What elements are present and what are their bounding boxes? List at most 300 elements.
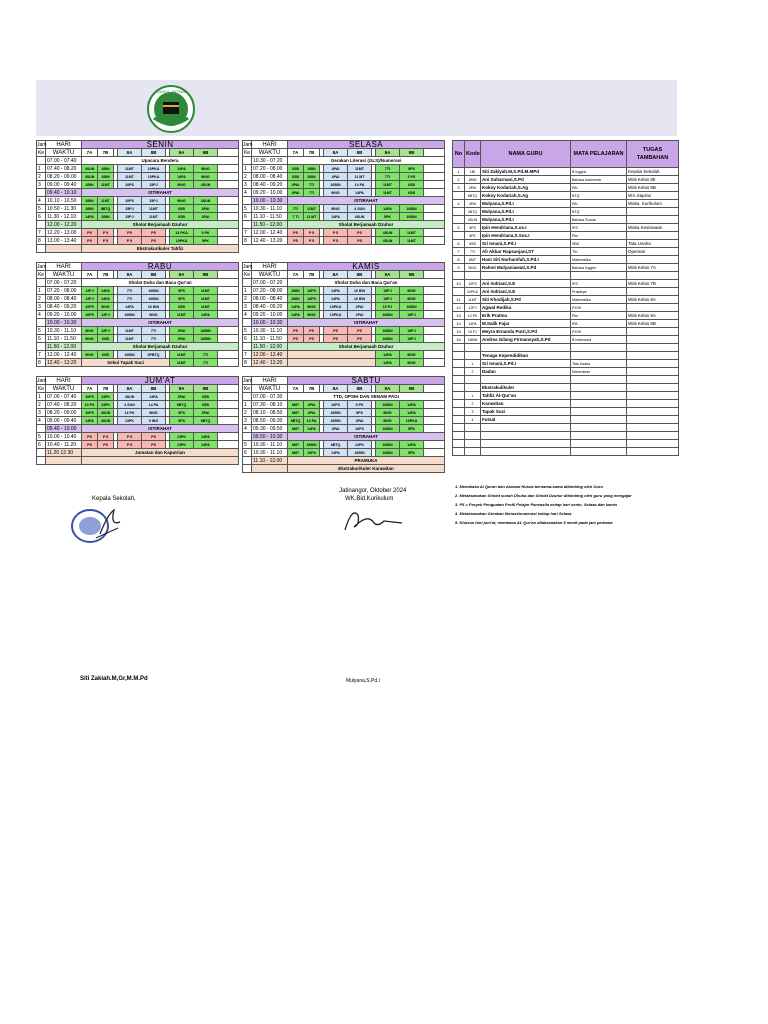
period-number: 6	[37, 335, 46, 343]
period-number: 3	[243, 303, 252, 311]
subject-cell: 11MT	[194, 287, 218, 295]
period-number: 6	[37, 213, 46, 221]
subject-cell: 14PA	[82, 417, 98, 425]
subject-cell: 15PJ	[400, 335, 424, 343]
teacher-row	[453, 296, 679, 304]
period-time: 07.00 - 07.40	[46, 393, 82, 401]
teacher-no: 7	[453, 248, 465, 256]
teacher-name: Mulyana,S.Pd.I	[481, 216, 571, 224]
teacher-row	[453, 312, 679, 320]
period-number	[243, 393, 252, 401]
activity-label: Ekstrakurikuler Tahfiz	[82, 245, 239, 253]
subject-cell: 7TI	[288, 205, 304, 213]
subject-cell: P 5	[98, 237, 114, 245]
period-number	[37, 157, 46, 165]
teacher-duty	[627, 304, 679, 312]
teacher-duty	[627, 384, 679, 392]
subject-cell: 10PS	[348, 425, 372, 433]
teacher-row	[453, 304, 679, 312]
teacher-no	[453, 440, 465, 448]
subject-cell: 15PJ	[400, 327, 424, 335]
subject-cell: 2BIN	[98, 213, 114, 221]
subject-cell: 14 PA	[348, 181, 372, 189]
subject-cell: 14PA	[194, 433, 218, 441]
subject-cell: 5PS	[400, 165, 424, 173]
subject-cell: 7 TI	[288, 213, 304, 221]
teacher-duty	[627, 216, 679, 224]
hari-label: HARI	[46, 263, 82, 271]
teacher-subject: TIK	[571, 248, 627, 256]
teacher-header-no: No	[453, 141, 465, 168]
teacher-duty	[627, 336, 679, 344]
subject-cell: 5PK	[400, 425, 424, 433]
class-header: 9B	[400, 385, 424, 393]
subject-cell: 16BIN	[376, 449, 400, 457]
day-title: SELASA	[288, 141, 445, 149]
subject-cell: 11MT	[348, 165, 372, 173]
subject-cell: 13 PK	[118, 409, 142, 417]
class-header: 8B	[142, 149, 166, 157]
teacher-name: Hani Siti Nurhanifah,S.Pd.I	[481, 256, 571, 264]
class-header: 8A	[324, 385, 348, 393]
subject-cell: 10PS	[304, 295, 320, 303]
subject-cell: 12PJ	[98, 327, 114, 335]
teacher-code: 1	[465, 360, 481, 368]
activity-label: Jumatan dan Kaputrian	[82, 449, 239, 457]
schedule-rabu	[36, 262, 238, 367]
subject-cell: 5PS	[170, 287, 194, 295]
teacher-header-row	[453, 141, 679, 168]
subject-cell: 10PKA	[400, 417, 424, 425]
teacher-subject	[571, 424, 627, 432]
period-number	[243, 221, 252, 229]
schedule-row	[37, 287, 239, 295]
schedule-row	[243, 311, 445, 319]
schedule-row	[37, 449, 239, 457]
teacher-row	[453, 232, 679, 240]
activity-label: Gerakan Literasi (GLS)/Numerasi	[288, 157, 445, 165]
teacher-name: Tahfiz Al-Qur'an	[481, 392, 571, 400]
jam-label: Jam	[37, 263, 47, 270]
class-header: 7A	[288, 149, 304, 157]
teacher-header-mapel: MATA PELAJARAN	[571, 141, 627, 168]
subject-cell: 14 PA	[304, 417, 320, 425]
subject-cell: 8MT	[288, 409, 304, 417]
teacher-subject: Bahasa Sunda	[571, 216, 627, 224]
subject-cell: 2BIN	[288, 295, 304, 303]
teacher-duty	[627, 352, 679, 360]
curriculum-signature	[340, 505, 410, 535]
teacher-no: 6	[453, 240, 465, 248]
subject-cell: 14PA	[118, 303, 142, 311]
subject-cell: 6SB	[194, 393, 218, 401]
teacher-no	[453, 392, 465, 400]
teacher-subject	[571, 400, 627, 408]
subject-cell: 6SB	[170, 205, 194, 213]
class-header: 9A	[170, 385, 194, 393]
subject-cell: 11MT	[400, 229, 424, 237]
class-header: 8B	[348, 271, 372, 279]
subject-cell: 9ING	[400, 351, 424, 359]
subject-cell: 7TI	[118, 287, 142, 295]
period-number: 6	[243, 335, 252, 343]
teacher-name: Dadan	[481, 368, 571, 376]
period-time: 11.10 - 11.50	[46, 335, 82, 343]
subject-cell: P5	[348, 229, 372, 237]
subject-cell: 5 PS	[348, 401, 372, 409]
schedule-senin	[36, 140, 238, 253]
waktu-label: WAKTU	[252, 149, 288, 157]
period-number: 3	[37, 409, 46, 417]
class-header: 7A	[288, 271, 304, 279]
period-number: 4	[243, 311, 252, 319]
activity-label: Sholat Duha dan Baca Qur'an	[288, 279, 445, 287]
waktu-label: WAKTU	[46, 149, 82, 157]
teacher-subject	[571, 392, 627, 400]
subject-cell: 3PAI	[170, 327, 194, 335]
subject-cell: 15PJ	[118, 205, 142, 213]
teacher-row	[453, 344, 679, 352]
schedule-row	[243, 189, 445, 197]
teacher-duty: Wali Kelas 8A	[627, 296, 679, 304]
subject-cell: 11MT	[142, 213, 166, 221]
subject-cell: 8BTQ	[170, 401, 194, 409]
subject-cell: 14PA	[194, 441, 218, 449]
subject-cell: P 5	[324, 229, 348, 237]
hari-label: HARI	[252, 263, 288, 271]
subject-cell: 13PK	[98, 393, 114, 401]
subject-cell: 14PA	[324, 213, 348, 221]
subject-cell: 4 SUN	[118, 401, 142, 409]
subject-cell: 16BIN	[118, 351, 142, 359]
subject-cell: 3PAI	[170, 335, 194, 343]
subject-cell: P5	[288, 229, 304, 237]
subject-cell: 11MT	[118, 165, 142, 173]
subject-cell: 6SB	[400, 189, 424, 197]
subject-cell: 5PS	[170, 417, 194, 425]
subject-cell: 10PKA	[324, 311, 348, 319]
period-number: 3	[37, 303, 46, 311]
period-number	[37, 319, 46, 327]
teacher-code: 8BTQ	[465, 192, 481, 200]
period-time: 10.00 - 10.30	[46, 319, 82, 327]
class-header: 9B	[400, 149, 424, 157]
teacher-duty	[627, 232, 679, 240]
schedule-row	[243, 213, 445, 221]
teacher-row	[453, 264, 679, 272]
subject-cell: 11 MT	[304, 213, 320, 221]
subject-cell: 6SB	[170, 213, 194, 221]
period-number	[37, 343, 46, 351]
period-time: 08.10 - 08.50	[252, 409, 288, 417]
teacher-duty	[627, 272, 679, 280]
activity-label: Ekstrakurikuler Karawitan	[288, 465, 445, 473]
subject-cell: 2BIN	[98, 173, 114, 181]
teacher-no	[453, 208, 465, 216]
teacher-subject: PJOK	[571, 304, 627, 312]
subject-cell: 16BIN	[376, 441, 400, 449]
teacher-subject	[571, 432, 627, 440]
teacher-name: Kokoy Kodariah,S.Ag	[481, 192, 571, 200]
teacher-duty: Wali Kelas 7B	[627, 280, 679, 288]
period-number: 5	[243, 327, 252, 335]
subject-cell: 9ING	[376, 417, 400, 425]
period-time: 10.40 - 11.20	[46, 441, 82, 449]
teacher-code: 11MT	[465, 296, 481, 304]
teacher-subject: Prakarya	[571, 288, 627, 296]
schedule-row	[37, 311, 239, 319]
subject-cell: 4PAI	[324, 165, 348, 173]
subject-cell: 12PK	[348, 441, 372, 449]
period-number: 5	[243, 441, 252, 449]
teacher-duty	[627, 288, 679, 296]
subject-cell: 10PS	[82, 311, 98, 319]
subject-cell: 6SB	[400, 181, 424, 189]
teacher-duty: W.k.Sapras	[627, 192, 679, 200]
activity-label: Sholat Berjamaah Dzuhur	[288, 221, 445, 229]
subject-cell: P5	[348, 335, 372, 343]
period-number: 6	[243, 449, 252, 457]
subject-cell: 16 BIN	[142, 303, 166, 311]
subject-cell: 16BIN	[118, 311, 142, 319]
subject-cell: P5	[288, 335, 304, 343]
period-time: 07.00 - 07.30	[252, 393, 288, 401]
teacher-subject: Kebersihan	[571, 368, 627, 376]
subject-cell: 13PK	[98, 401, 114, 409]
subject-cell: 16BIN	[324, 181, 348, 189]
class-header: 8A	[118, 385, 142, 393]
subject-cell: 11MT	[170, 311, 194, 319]
jam-label: Jam	[243, 141, 253, 148]
day-title: SENIN	[82, 141, 239, 149]
period-time: 10.30 - 07.20	[252, 157, 288, 165]
school-logo	[146, 84, 196, 134]
teacher-name: Kokoy Kodariah,S.Ag	[481, 184, 571, 192]
teacher-name: Siti Khodijah,S.Pd	[481, 296, 571, 304]
teacher-subject: Tata Usaha	[571, 360, 627, 368]
subject-cell: 15PJ	[142, 197, 166, 205]
subject-cell: 14PA	[376, 205, 400, 213]
schedule-row	[37, 237, 239, 245]
ke-label: Ke	[37, 149, 45, 156]
hari-label: HARI	[46, 377, 82, 385]
class-header: 8B	[142, 385, 166, 393]
period-time: 12.20 - 13.00	[46, 229, 82, 237]
subject-cell: 14PA	[142, 393, 166, 401]
subject-cell: P5	[118, 229, 142, 237]
waktu-label: WAKTU	[252, 385, 288, 393]
subject-cell: 9ING	[400, 287, 424, 295]
teacher-no	[453, 232, 465, 240]
subject-cell: 14PA	[400, 441, 424, 449]
class-header: 8A	[118, 271, 142, 279]
subject-cell: 13PK	[170, 433, 194, 441]
subject-cell: 9ING	[324, 205, 348, 213]
schedule-row	[37, 409, 239, 417]
teacher-no: 10	[453, 280, 465, 288]
schedule-row	[37, 359, 239, 367]
class-header: 7B	[304, 149, 320, 157]
teacher-code: 2BIN	[465, 176, 481, 184]
subject-cell: 16BIN	[400, 303, 424, 311]
teacher-code: 14PA	[465, 320, 481, 328]
teacher-no	[453, 424, 465, 432]
subject-cell: 2PAI	[348, 303, 372, 311]
teacher-row	[453, 360, 679, 368]
teacher-name: Sri Isnani,S.Pd.I	[481, 240, 571, 248]
subject-cell: 16BIN	[348, 449, 372, 457]
schedule-row	[243, 279, 445, 287]
teacher-row	[453, 336, 679, 344]
jam-label: Jam	[37, 377, 47, 384]
schedule-selasa	[242, 140, 444, 245]
teacher-row	[453, 424, 679, 432]
subject-cell: 15PJ	[118, 213, 142, 221]
teacher-name: Siti Zakiyah.M,S.Pd.M.MPd	[481, 168, 571, 176]
period-time: 10.30 - 11.10	[252, 327, 288, 335]
subject-cell: 14PA	[288, 311, 304, 319]
day-title: JUM'AT	[82, 377, 239, 385]
schedule-row	[243, 197, 445, 205]
teacher-name: Mulyana,S.Pd.I	[481, 200, 571, 208]
teacher-name: Meyra Ernanda Putri,S.Pd	[481, 328, 571, 336]
subject-cell: 13PK	[170, 441, 194, 449]
subject-cell: 11MT	[98, 181, 114, 189]
subject-cell: 10 PS	[82, 401, 98, 409]
period-time: 09.00 - 09.40	[46, 181, 82, 189]
teacher-name: Tapak Suci	[481, 408, 571, 416]
teacher-code: 10PKA	[465, 288, 481, 296]
activity-label: Upacara Bendera	[82, 157, 239, 165]
teacher-row	[453, 248, 679, 256]
subject-cell: 5PS	[348, 409, 372, 417]
class-header: 7B	[304, 271, 320, 279]
class-header: 9A	[376, 385, 400, 393]
period-time: 12.00 - 12.20	[46, 221, 82, 229]
subject-cell: 9ING	[400, 295, 424, 303]
subject-cell: 11MT	[118, 335, 142, 343]
teacher-row	[453, 448, 679, 456]
teacher-no	[453, 432, 465, 440]
subject-cell: 16BIN	[400, 213, 424, 221]
period-time: 08.40 - 09.20	[252, 303, 288, 311]
period-time: 08.20 - 09.00	[46, 409, 82, 417]
subject-cell: 9ING	[82, 351, 98, 359]
period-number: 4	[37, 311, 46, 319]
period-number: 8	[37, 237, 46, 245]
subject-cell: 14PA	[376, 359, 400, 367]
teacher-subject: IPA	[571, 320, 627, 328]
subject-cell: 7TI	[304, 181, 320, 189]
teacher-row	[453, 392, 679, 400]
teacher-duty: Tata Usaha	[627, 240, 679, 248]
subject-cell: 16BIN	[304, 441, 320, 449]
activity-label: Sholat Berjamaah Dzuhur	[82, 343, 239, 351]
subject-cell: 10PS	[82, 393, 98, 401]
period-time: 07.20 - 08.00	[46, 287, 82, 295]
teacher-duty	[627, 448, 679, 456]
teacher-code: 4	[465, 416, 481, 424]
schedule-row	[37, 213, 239, 221]
subject-cell: 7TI	[118, 295, 142, 303]
period-time: 12.40 - 13.20	[252, 237, 288, 245]
period-time: 11.50 - 12.00	[252, 343, 288, 351]
header-banner	[36, 80, 677, 136]
schedule-row	[37, 303, 239, 311]
subject-cell: 4SUN	[194, 197, 218, 205]
teacher-duty: Wali Kelas 9A	[627, 312, 679, 320]
subject-cell: 5 PS	[400, 173, 424, 181]
period-time: 07.00 - 07.40	[46, 157, 82, 165]
subject-cell: 2BIN	[288, 287, 304, 295]
subject-cell: 10PS	[118, 181, 142, 189]
teacher-duty: Wali Kelas 8b	[627, 176, 679, 184]
teacher-name: Ekstrakulikuler	[481, 384, 571, 392]
teacher-header-kode: Kode	[465, 141, 481, 168]
schedule-row	[243, 173, 445, 181]
class-header: 8B	[348, 385, 372, 393]
subject-cell: P5	[142, 229, 166, 237]
teacher-no: 16	[453, 336, 465, 344]
subject-cell: 14PA	[324, 287, 348, 295]
hari-label: HARI	[252, 141, 288, 149]
period-number	[37, 189, 46, 197]
subject-cell: 14PA	[376, 351, 400, 359]
schedule-row	[243, 465, 445, 473]
teacher-subject	[571, 448, 627, 456]
period-number: 1	[37, 165, 46, 173]
teacher-subject	[571, 344, 627, 352]
subject-cell: 16BIN	[324, 409, 348, 417]
period-number: 5	[37, 327, 46, 335]
subject-cell: 2BIN	[82, 197, 98, 205]
subject-cell: P5	[82, 237, 98, 245]
teacher-header-tugas: TUGAS TAMBAHAN	[627, 141, 679, 168]
subject-cell: 4SUN	[82, 165, 98, 173]
teacher-row	[453, 384, 679, 392]
subject-cell: 9ING	[304, 311, 320, 319]
subject-cell: 4PAI	[304, 409, 320, 417]
teacher-row	[453, 408, 679, 416]
class-header: 7A	[82, 149, 98, 157]
subject-cell: P5	[288, 327, 304, 335]
note-item: 5. Khusus hari jum'at, membaca AL Qur'an dilaksanakan 5 menit pada jam pertama	[455, 520, 613, 525]
subject-cell: P5	[142, 441, 166, 449]
period-time: 10.50 - 11.30	[46, 205, 82, 213]
period-number	[243, 343, 252, 351]
subject-cell: 11MT	[194, 295, 218, 303]
subject-cell: 7TI	[376, 165, 400, 173]
teacher-name: Rahmi Mulyaniawati,S.Pd	[481, 264, 571, 272]
schedule-row	[243, 393, 445, 401]
subject-cell: 16BIN	[142, 295, 166, 303]
teacher-name: Ani Indriani,S.E	[481, 280, 571, 288]
teacher-row	[453, 432, 679, 440]
class-header: 9A	[376, 271, 400, 279]
subject-cell: 9ING	[304, 303, 320, 311]
subject-cell: 6SB	[194, 401, 218, 409]
subject-cell: 5PK	[376, 213, 400, 221]
activity-label: ISTIRAHAT	[288, 319, 445, 327]
schedule-row	[37, 165, 239, 173]
teacher-subject: Matematika	[571, 256, 627, 264]
schedule-row	[243, 205, 445, 213]
subject-cell: 11MT	[118, 327, 142, 335]
period-number: 3	[243, 181, 252, 189]
subject-cell: P 5	[118, 441, 142, 449]
period-number: 7	[37, 229, 46, 237]
activity-label: Sholat Berjamaah Dzuhur	[288, 343, 445, 351]
